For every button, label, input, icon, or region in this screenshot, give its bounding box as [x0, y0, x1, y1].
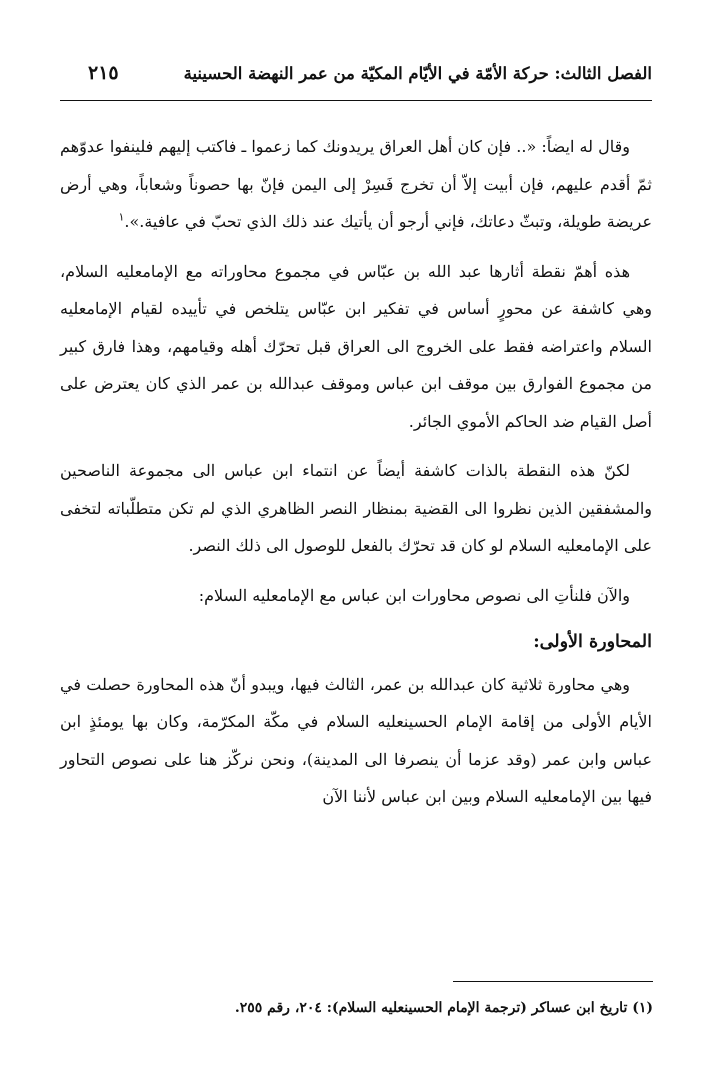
footnote-reference: ١ — [118, 210, 125, 224]
paragraph-quote — [60, 128, 652, 241]
running-header — [60, 58, 652, 101]
footnote-divider — [453, 981, 653, 982]
paragraph: هذه أهمّ نقطة أثارها عبد الله بن عبّاس في مجموع محاوراته مع الإمامعليه السلام، وهي كاشفة عن محورٍ أساس في تفكير ابن عبّاس يتلخص في تأييده لقيام الإمامعليه السلام واعتراضه فقط على الخروج الى العراق قبل تحرّك أهله وقيامهم، وهذا فارق كبير من مجموع الفوارق بين موقف ابن عباس وموقف عبدالله بن عمر الذي كان يعترض على أصل القيام ضد الحاكم الأموي الجائر. — [60, 261, 652, 431]
paragraph-text: وقال له ايضاً: «.. فإن كان أهل العراق يريدونك كما زعموا ـ فاكتب إليهم فلينفوا عدوّهم ثمّ أقدم عليهم، فإن أبيت إلاّ أن تخرج فَسِرْ إلى اليمن فإنّ بها حصوناً وشعاباً، وهي أرض عريضة طويلة، وتبثّ دعاتك، فإني أرجو أن يأتيك عند ذلك الذي تحبّ في عافية.». — [60, 137, 652, 231]
paragraph: لكنّ هذه النقطة بالذات كاشفة أيضاً عن انتماء ابن عباس الى مجموعة الناصحين والمشفقين الذين نظروا الى القضية بمنظار النصر الظاهري الذي لم تكن متطلّباته لتخفى على الإمامعليه السلام لو كان قد تحرّك بالفعل للوصول الى ذلك النصر. — [60, 461, 652, 555]
paragraph: والآن فلنأتِ الى نصوص محاورات ابن عباس مع الإمامعليه السلام: — [198, 585, 630, 605]
page-number: ٢١٥ — [88, 62, 119, 84]
chapter-title: الفصل الثالث: حركة الأمّة في الأيّام المكيّة من عمر النهضة الحسينية — [183, 64, 652, 83]
section-heading: المحاورة الأولى: — [533, 632, 652, 652]
footnote: (١) تاريخ ابن عساكر (ترجمة الإمام الحسينعليه السلام): ٢٠٤، رقم ٢٥٥. — [234, 1000, 653, 1016]
paragraph: وهي محاورة ثلاثية كان عبدالله بن عمر، الثالث فيها، ويبدو أنّ هذه المحاورة حصلت في الأيام الأولى من إقامة الإمام الحسينعليه السلام في مكّة المكرّمة، وكان بها يومئذٍ ابن عباس وابن عمر (وقد عزما أن ينصرفا الى المدينة)، ونحن نركّز هنا على نصوص التحاور فيها بين الإمامعليه السلام وبين ابن عباس لأننا الآن — [60, 674, 653, 806]
body-text — [60, 128, 652, 816]
